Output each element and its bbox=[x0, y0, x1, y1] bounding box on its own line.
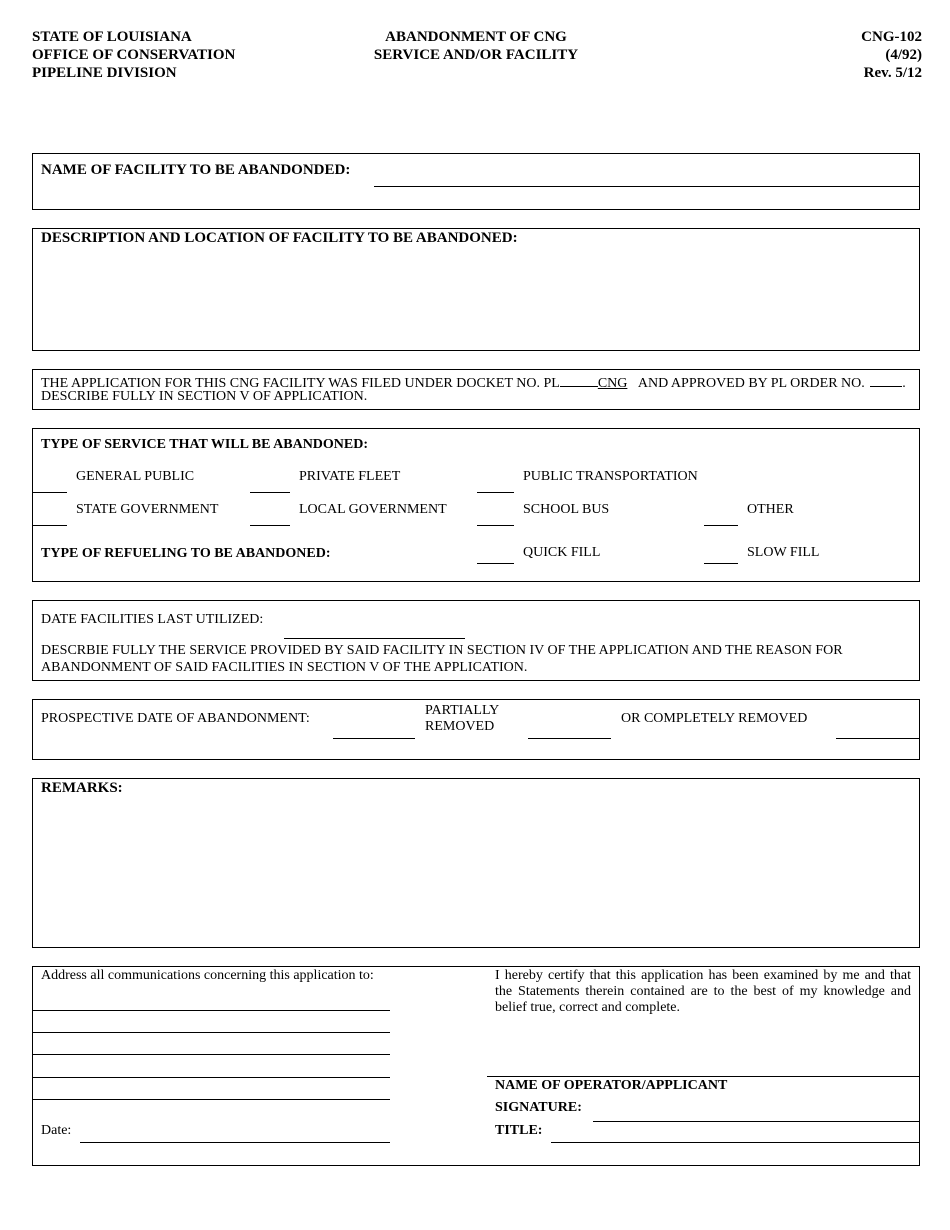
general-public-label: GENERAL PUBLIC bbox=[76, 469, 195, 484]
address-line-2[interactable] bbox=[33, 1032, 390, 1033]
form-title-line1: ABANDONMENT OF CNG bbox=[385, 29, 567, 45]
facility-name-label: NAME OF FACILITY TO BE ABANDONDED: bbox=[41, 162, 351, 178]
signature-label: SIGNATURE: bbox=[495, 1100, 582, 1115]
completely-removed-field[interactable] bbox=[836, 738, 920, 739]
date-label: Date: bbox=[41, 1123, 72, 1138]
address-line-3[interactable] bbox=[33, 1054, 390, 1055]
description-label: DESCRIPTION AND LOCATION OF FACILITY TO BE ABANDONED: bbox=[41, 230, 518, 246]
completely-removed-label: OR COMPLETELY REMOVED bbox=[621, 711, 808, 726]
state-government-label: STATE GOVERNMENT bbox=[76, 502, 219, 517]
prospective-date-field[interactable] bbox=[333, 738, 415, 739]
docket-text-part1: THE APPLICATION FOR THIS CNG FACILITY WAS FILED UNDER DOCKET NO. PL bbox=[41, 376, 560, 391]
other-checkbox[interactable] bbox=[704, 525, 738, 526]
state-government-checkbox[interactable] bbox=[33, 525, 67, 526]
agency-header bbox=[32, 28, 235, 82]
slow-fill-checkbox[interactable] bbox=[704, 563, 738, 564]
title-field[interactable] bbox=[551, 1142, 920, 1143]
docket-line2: DESCRIBE FULLY IN SECTION V OF APPLICATION. bbox=[41, 389, 368, 404]
address-label: Address all communications concerning this application to: bbox=[41, 968, 374, 983]
last-utilized-label: DATE FACILITIES LAST UTILIZED: bbox=[41, 612, 264, 627]
form-number bbox=[861, 28, 922, 82]
docket-period: . bbox=[902, 376, 906, 391]
date-field[interactable] bbox=[80, 1142, 390, 1143]
address-line-1[interactable] bbox=[33, 1010, 390, 1011]
refueling-type-title: TYPE OF REFUELING TO BE ABANDONED: bbox=[41, 546, 331, 561]
form-code: CNG-102 bbox=[861, 29, 922, 45]
private-fleet-label: PRIVATE FLEET bbox=[299, 469, 401, 484]
operator-name-field[interactable] bbox=[487, 1076, 920, 1077]
private-fleet-checkbox[interactable] bbox=[250, 492, 290, 493]
title-label: TITLE: bbox=[495, 1123, 543, 1138]
order-number-field[interactable] bbox=[870, 373, 902, 387]
prospective-date-label: PROSPECTIVE DATE OF ABANDONMENT: bbox=[41, 711, 310, 726]
remarks-field[interactable] bbox=[40, 800, 912, 942]
last-utilized-field[interactable] bbox=[284, 638, 465, 639]
address-line-5[interactable] bbox=[33, 1099, 390, 1100]
agency-state: STATE OF LOUISIANA bbox=[32, 29, 192, 45]
remarks-label: REMARKS: bbox=[41, 780, 123, 796]
local-government-checkbox[interactable] bbox=[250, 525, 290, 526]
docket-number-field[interactable] bbox=[560, 373, 598, 387]
facility-name-field[interactable] bbox=[374, 186, 920, 187]
description-field[interactable] bbox=[40, 250, 912, 345]
public-transportation-checkbox[interactable] bbox=[477, 492, 514, 493]
form-date: (4/92) bbox=[885, 47, 922, 63]
service-description-line1: DESCRBIE FULLY THE SERVICE PROVIDED BY SAID FACILITY IN SECTION IV OF THE APPLICATION AND THE REASON FOR bbox=[41, 643, 843, 658]
operator-name-label: NAME OF OPERATOR/APPLICANT bbox=[495, 1078, 728, 1093]
agency-office: OFFICE OF CONSERVATION bbox=[32, 47, 236, 63]
docket-cng-suffix: CNG bbox=[597, 376, 628, 391]
partially-removed-field[interactable] bbox=[528, 738, 611, 739]
agency-division: PIPELINE DIVISION bbox=[32, 65, 177, 81]
service-type-title: TYPE OF SERVICE THAT WILL BE ABANDONED: bbox=[41, 437, 369, 452]
local-government-label: LOCAL GOVERNMENT bbox=[299, 502, 447, 517]
docket-text-part2: AND APPROVED BY PL ORDER NO. bbox=[637, 376, 865, 391]
signature-field[interactable] bbox=[593, 1121, 920, 1122]
certification-text: I hereby certify that this application has been examined by me and that the Statements therein contained are to the best of my knowledge and belief true, correct and complete. bbox=[495, 968, 911, 1015]
other-label: OTHER bbox=[747, 502, 794, 517]
form-title bbox=[320, 28, 632, 64]
quick-fill-label: QUICK FILL bbox=[523, 545, 601, 560]
partially-label-line2: REMOVED bbox=[425, 719, 495, 734]
slow-fill-label: SLOW FILL bbox=[747, 545, 820, 560]
public-transportation-label: PUBLIC TRANSPORTATION bbox=[523, 469, 698, 484]
partially-label-line1: PARTIALLY bbox=[425, 703, 500, 718]
school-bus-checkbox[interactable] bbox=[477, 525, 514, 526]
school-bus-label: SCHOOL BUS bbox=[523, 502, 610, 517]
form-revision: Rev. 5/12 bbox=[863, 65, 922, 81]
partially-removed-label bbox=[425, 703, 499, 735]
form-title-line2: SERVICE AND/OR FACILITY bbox=[373, 47, 579, 63]
quick-fill-checkbox[interactable] bbox=[477, 563, 514, 564]
general-public-checkbox[interactable] bbox=[33, 492, 67, 493]
service-description-line2: ABANDONMENT OF SAID FACILITIES IN SECTION V OF THE APPLICATION. bbox=[41, 660, 528, 675]
address-line-4[interactable] bbox=[33, 1077, 390, 1078]
